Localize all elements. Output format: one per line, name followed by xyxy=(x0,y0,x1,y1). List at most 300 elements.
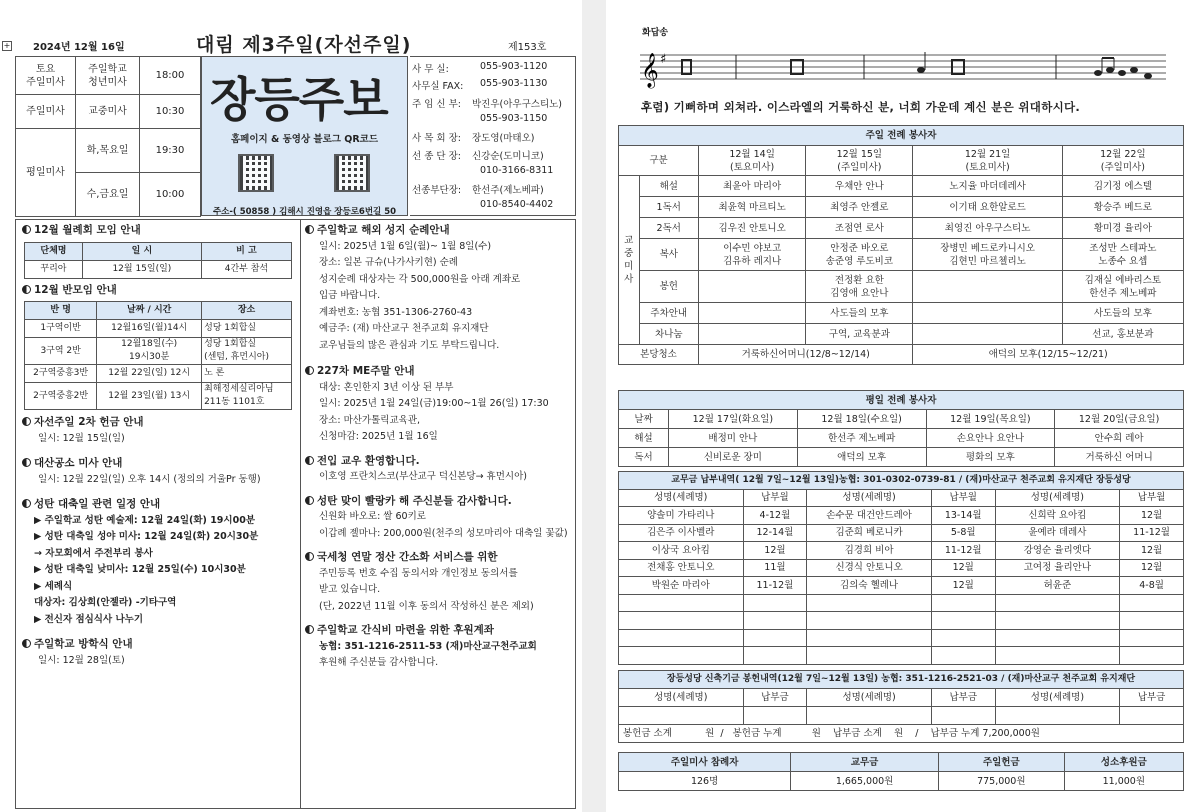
role-row xyxy=(619,176,1184,197)
table-cell: 12월 15일(일) xyxy=(82,260,201,278)
bulletin-back-page xyxy=(606,0,1198,812)
mass-row xyxy=(16,129,201,173)
section-title: 자선주일 2차 헌금 안내 xyxy=(22,414,298,431)
volunteer-name: 최윤아 마리아 xyxy=(699,176,806,197)
section-bullet-icon xyxy=(305,552,314,561)
text-line: ▶ 세례식 xyxy=(34,580,73,592)
mass-name: 화,목요일 xyxy=(76,129,140,173)
treble-clef-icon: 𝄞 xyxy=(641,53,659,88)
table-header-row xyxy=(619,410,1184,429)
volunteer-name: 황미경 율리아 xyxy=(1062,218,1183,239)
table-cell xyxy=(619,594,744,612)
monthly-meeting-table xyxy=(24,242,292,279)
text-line: 일시: 12월 28일(토) xyxy=(38,654,125,666)
contact-label: 선 종 단 장: xyxy=(412,150,461,162)
table-cell: 전채홍 안토니오 xyxy=(619,559,744,577)
section-bullet-icon xyxy=(305,225,314,234)
table-cell: 11-12월 xyxy=(743,577,807,595)
text-line: 입금 바랍니다. xyxy=(319,290,381,301)
column-header: 성소후원금 xyxy=(1064,753,1183,772)
table-cell xyxy=(743,707,807,725)
column-header: 납부월 xyxy=(743,489,807,507)
column-header: 성명(세례명) xyxy=(995,689,1120,707)
table-cell: 1구역이반 xyxy=(25,320,97,338)
role-row xyxy=(619,303,1184,324)
volunteer-name: 김기정 에스텔 xyxy=(1062,176,1183,197)
role-label: 본당청소 xyxy=(619,345,699,365)
volunteer-name: 손요안나 요안나 xyxy=(926,429,1055,448)
column-header: 단체명 xyxy=(25,242,83,260)
contact-label: 사 목 회 장: xyxy=(412,133,461,145)
section-bullet-icon xyxy=(22,499,31,508)
table-header-row xyxy=(25,302,292,320)
volunteer-name: 한선주 제노베파 xyxy=(797,429,926,448)
volunteer-name xyxy=(699,271,806,303)
table-row xyxy=(25,260,292,278)
side-label: 교 중 미 사 xyxy=(619,176,640,345)
date-header: 12월 21일 (토요미사) xyxy=(913,146,1062,176)
section-bullet-icon xyxy=(22,458,31,467)
contact-value: 010-3166-8311 xyxy=(480,164,554,176)
mass-time: 18:00 xyxy=(140,57,201,95)
section-bullet-icon xyxy=(22,639,31,648)
sunday-liturgy-table xyxy=(618,125,1184,365)
table-cell: 12월 23일(월) 13시 xyxy=(97,383,202,410)
volunteer-name: 우채안 안나 xyxy=(806,176,913,197)
column-header: 교무금 xyxy=(791,753,939,772)
totals-table xyxy=(618,752,1184,791)
section-title: 227차 ME주말 안내 xyxy=(305,363,575,380)
text-line: 대상: 혼인한지 3년 이상 된 부부 xyxy=(319,381,454,393)
section-title: 주일학교 간식비 마련을 위한 후원계좌 xyxy=(305,622,575,639)
role-label: 2독서 xyxy=(639,218,699,239)
dues-table xyxy=(618,471,1184,665)
table-row xyxy=(619,577,1184,595)
text-line: 받고 있습니다. xyxy=(319,584,381,595)
role-row xyxy=(619,197,1184,218)
table-cell xyxy=(807,612,932,630)
date-header: 12월 19일(목요일) xyxy=(926,410,1055,429)
contact-label: 사 무 실: xyxy=(412,64,449,75)
volunteer-name xyxy=(913,324,1062,345)
role-label: 주차안내 xyxy=(639,303,699,324)
table-cell xyxy=(995,594,1120,612)
hymn-score xyxy=(636,22,1166,102)
move-handle-icon[interactable]: + xyxy=(3,41,11,50)
contact-value: 055-903-1150 xyxy=(480,112,548,124)
role-label: 해설 xyxy=(639,176,699,197)
contact-value: 박진우(아우구스티노) xyxy=(472,98,563,110)
table-header-row xyxy=(619,489,1184,507)
column-header: 반 명 xyxy=(25,302,97,320)
mass-schedule-table xyxy=(15,56,201,217)
volunteer-name: 장병민 베드로카니시오 김현민 마르첼리노 xyxy=(913,239,1062,271)
text-line: 일시: 12월 15일(일) xyxy=(38,432,125,444)
volunteer-name: 선교, 홍보분과 xyxy=(1062,324,1183,345)
table-cell xyxy=(619,629,744,647)
table-cell xyxy=(743,594,807,612)
table-cell: 12월 xyxy=(743,542,807,560)
volunteer-name: 안정준 바오로 송준영 루도비코 xyxy=(806,239,913,271)
column-header: 성명(세례명) xyxy=(619,489,744,507)
table-row xyxy=(25,320,292,338)
column-header: 주일미사 참례자 xyxy=(619,753,791,772)
weekday-liturgy-table xyxy=(618,390,1184,467)
text-line: ▶ 성탄 대축일 성야 미사: 12월 24일(화) 20시30분 xyxy=(34,531,259,542)
total-value: 1,665,000원 xyxy=(791,772,939,791)
total-value: 11,000원 xyxy=(1064,772,1183,791)
page-title: 대림 제3주일(자선주일) xyxy=(196,34,412,56)
summary-row xyxy=(619,725,1184,743)
table-title: 교무금 납부내역( 12월 7일~12월 13일)농협: 301-0302-0739-81 / (재)마산교구 천주교회 유지재단 장등성당 xyxy=(619,472,1184,490)
volunteer-name xyxy=(699,324,806,345)
contact-value: 055-903-1120 xyxy=(480,61,548,72)
section-title: 국세청 연말 정산 간소화 서비스를 위한 xyxy=(305,549,575,566)
contact-value: 055-903-1130 xyxy=(480,78,548,90)
qr-caption: 홈페이지 & 동영상 블로그 QR코드 xyxy=(230,134,379,145)
text-line: 이갑례 젤마나: 200,000원(천주의 성모마리아 대축일 꽃값) xyxy=(319,527,568,539)
table-cell xyxy=(1120,594,1184,612)
date-header: 12월 18일(수요일) xyxy=(797,410,926,429)
table-cell: 양솔미 가타리나 xyxy=(619,507,744,525)
section-title: 대산공소 미사 안내 xyxy=(22,455,298,472)
column-header: 구분 xyxy=(619,146,699,176)
table-title: 장등성당 신축기금 봉헌내역(12월 7일~12월 13일) 농협: 351-1216-2521-03 / (재)마산교구 천주교회 유지재단 xyxy=(619,671,1184,689)
text-line: 장소: 마산가톨릭교육관, xyxy=(319,414,421,426)
contact-label: 주 임 신 부: xyxy=(412,98,461,110)
table-cell: 강영순 율리엣다 xyxy=(995,542,1120,560)
contact-value: 010-8540-4402 xyxy=(480,199,554,211)
section-bullet-icon xyxy=(22,285,31,294)
mass-name: 주일학교 청년미사 xyxy=(76,57,140,95)
table-cell: 12월 22일(일) 12시 xyxy=(97,365,202,383)
table-cell: 거룩하신어머니(12/8~12/14) xyxy=(699,345,913,365)
table-cell xyxy=(619,647,744,665)
column-header: 장소 xyxy=(202,302,292,320)
volunteer-name: 사도들의 모후 xyxy=(806,303,913,324)
table-cell: 4간부 참석 xyxy=(201,260,291,278)
table-cell: 최해정세실리아님 211동 1101호 xyxy=(202,383,292,410)
hymn-label: 화답송 xyxy=(642,28,669,38)
role-label: 봉헌 xyxy=(639,271,699,303)
volunteer-name xyxy=(699,303,806,324)
volunteer-name xyxy=(913,271,1062,303)
text-line: ▶ 성탄 대축일 낮미사: 12월 25일(수) 10시30분 xyxy=(34,564,246,575)
table-header-row xyxy=(619,689,1184,707)
table-cell xyxy=(807,594,932,612)
volunteer-name: 최영진 아우구스티노 xyxy=(913,218,1062,239)
column-header: 납부금 xyxy=(743,689,807,707)
table-cell: 고여정 율리안나 xyxy=(995,559,1120,577)
sharp-icon: ♯ xyxy=(660,52,667,67)
table-cell: 5-8월 xyxy=(931,524,995,542)
table-cell: 11-12월 xyxy=(1120,524,1184,542)
contact-value: 장도영(마태오) xyxy=(472,133,535,145)
text-line: 성지순례 대상자는 각 500,000원을 아래 계좌로 xyxy=(319,273,521,285)
table-cell: 2구역중흥2반 xyxy=(25,383,97,410)
table-cell: 성당 1회합실 (센텀, 휴먼시아) xyxy=(202,338,292,365)
contact-panel xyxy=(410,56,576,216)
role-row xyxy=(619,324,1184,345)
mass-time: 19:30 xyxy=(140,129,201,173)
table-cell xyxy=(931,707,995,725)
role-label: 차나눔 xyxy=(639,324,699,345)
text-line: 주민등록 번호 수집 동의서와 개인정보 동의서를 xyxy=(319,567,518,579)
table-cell xyxy=(743,647,807,665)
section-title: 주일학교 해외 성지 순례안내 xyxy=(305,222,575,239)
table-title: 주일 전례 봉사자 xyxy=(619,126,1184,146)
role-row xyxy=(619,448,1184,467)
mass-row xyxy=(16,95,201,129)
middle-column xyxy=(305,222,575,679)
section-title: 12월 반모임 안내 xyxy=(22,282,298,299)
date-header: 12월 14일 (토요미사) xyxy=(699,146,806,176)
date-header: 12월 20일(금요일) xyxy=(1055,410,1184,429)
table-title: 평일 전례 봉사자 xyxy=(619,391,1184,410)
table-cell xyxy=(743,612,807,630)
table-cell: 11-12월 xyxy=(931,542,995,560)
table-cell xyxy=(1120,612,1184,630)
volunteer-name: 조성만 스테파노 노종수 요셉 xyxy=(1062,239,1183,271)
mass-time: 10:00 xyxy=(140,173,201,217)
text-line: 일시: 2025년 1월 24일(금)19:00~1월 26(일) 17:30 xyxy=(319,398,549,409)
mass-day: 평일미사 xyxy=(16,129,76,217)
column-header: 성명(세례명) xyxy=(619,689,744,707)
text-line: (단, 2022년 11월 이후 동의서 작성하신 분은 제외) xyxy=(319,600,534,612)
table-row xyxy=(619,707,1184,725)
table-row xyxy=(619,559,1184,577)
section-bullet-icon xyxy=(22,225,31,234)
table-cell: 김의숙 헬레나 xyxy=(807,577,932,595)
issue-number: 제153호 xyxy=(508,42,547,53)
column-header: 성명(세례명) xyxy=(995,489,1120,507)
section-bullet-icon xyxy=(305,625,314,634)
column-header: 납부금 xyxy=(931,689,995,707)
table-cell xyxy=(807,647,932,665)
table-cell: 4-12월 xyxy=(743,507,807,525)
bulletin-front-page xyxy=(0,0,582,812)
table-cell: 2구역중흥3반 xyxy=(25,365,97,383)
text-line: 이호영 프란치스코(부산교구 덕신본당→ 휴먼시아) xyxy=(319,471,527,482)
table-cell xyxy=(1120,629,1184,647)
mass-name: 수,금요일 xyxy=(76,173,140,217)
table-cell: 노 론 xyxy=(202,365,292,383)
column-header: 성명(세례명) xyxy=(807,689,932,707)
table-cell: 김준희 베로니카 xyxy=(807,524,932,542)
column-divider xyxy=(300,219,301,809)
text-line: ▶ 전신자 점심식사 나누기 xyxy=(34,613,143,625)
role-row xyxy=(619,239,1184,271)
table-cell: 12월 xyxy=(1120,542,1184,560)
table-cell: 3구역 2반 xyxy=(25,338,97,365)
table-cell: 윤예라 데레사 xyxy=(995,524,1120,542)
volunteer-name: 최영주 안젤로 xyxy=(806,197,913,218)
text-line: 교우님들의 많은 관심과 기도 부탁드립니다. xyxy=(319,339,500,351)
table-cell: 신희락 요아킴 xyxy=(995,507,1120,525)
table-header-row xyxy=(25,242,292,260)
text-line: 신원화 바오로: 쌀 60키로 xyxy=(319,511,426,522)
table-cell xyxy=(931,629,995,647)
summary-line: 봉헌금 소계 원 / 봉헌금 누계 원 납부금 소계 원 / 납부금 누계 7,200,000원 xyxy=(619,725,1184,743)
volunteer-name: 평화의 모후 xyxy=(926,448,1055,467)
table-cell: 13-14월 xyxy=(931,507,995,525)
role-label: 해설 xyxy=(619,429,669,448)
column-header: 납부금 xyxy=(1120,689,1184,707)
text-line: 일시: 12월 22일(일) 오후 14시 (정의의 거울Pr 동행) xyxy=(38,473,261,485)
page-gap xyxy=(582,0,606,812)
volunteer-name: 최윤혁 마르티노 xyxy=(699,197,806,218)
table-cell: 12월16일(월)14시 xyxy=(97,320,202,338)
column-header: 성명(세례명) xyxy=(807,489,932,507)
homepage-qr-icon[interactable] xyxy=(238,154,274,192)
section-bullet-icon xyxy=(305,456,314,465)
table-cell xyxy=(619,707,744,725)
table-title-row xyxy=(619,472,1184,490)
table-cell: 김은주 이사벨라 xyxy=(619,524,744,542)
table-title-row xyxy=(619,126,1184,146)
table-cell: 12-14월 xyxy=(743,524,807,542)
table-cell: 12월18일(수) 19시30분 xyxy=(97,338,202,365)
volunteer-name: 배정미 안나 xyxy=(669,429,798,448)
volunteer-name: 신비로운 장미 xyxy=(669,448,798,467)
text-line: → 자모회에서 주전부리 봉사 xyxy=(34,547,153,559)
notes xyxy=(682,52,1152,79)
table-row xyxy=(619,612,1184,630)
role-row xyxy=(619,218,1184,239)
total-value: 775,000원 xyxy=(938,772,1064,791)
section-bullet-icon xyxy=(305,366,314,375)
text-line: 대상자: 김상희(안젤라) -기타구역 xyxy=(34,597,177,608)
mass-time: 10:30 xyxy=(140,95,201,129)
table-title-row xyxy=(619,671,1184,689)
role-row xyxy=(619,271,1184,303)
table-cell xyxy=(1120,707,1184,725)
section-bullet-icon xyxy=(305,496,314,505)
table-cell xyxy=(995,707,1120,725)
role-label: 독서 xyxy=(619,448,669,467)
table-cell xyxy=(931,594,995,612)
table-cell xyxy=(931,612,995,630)
text-line: 계좌번호: 농협 351-1306-2760-43 xyxy=(319,306,473,318)
table-cell: 신경식 안토니오 xyxy=(807,559,932,577)
volunteer-name: 사도들의 모후 xyxy=(1062,303,1183,324)
table-cell: 손수문 대건안드레아 xyxy=(807,507,932,525)
column-header: 일 시 xyxy=(82,242,201,260)
column-header: 비 고 xyxy=(201,242,291,260)
table-row xyxy=(619,594,1184,612)
text-line: 농협: 351-1216-2511-53 (재)마산교구천주교회 xyxy=(319,640,537,652)
table-row xyxy=(619,647,1184,665)
volunteer-name: 이수민 야보고 김유하 레지나 xyxy=(699,239,806,271)
column-header: 날짜 / 시간 xyxy=(97,302,202,320)
volunteer-name: 거룩하신 어머니 xyxy=(1055,448,1184,467)
total-value: 126명 xyxy=(619,772,791,791)
building-fund-table xyxy=(618,670,1184,743)
table-header-row xyxy=(619,753,1184,772)
video-blog-qr-icon[interactable] xyxy=(334,154,370,192)
mass-name: 교중미사 xyxy=(76,95,140,129)
volunteer-name: 조점연 로사 xyxy=(806,218,913,239)
table-cell: 4-8월 xyxy=(1120,577,1184,595)
table-row xyxy=(25,338,292,365)
issue-date: 2024년 12월 16일 xyxy=(33,42,125,53)
staff-lines xyxy=(640,55,1166,79)
table-header-row xyxy=(619,146,1184,176)
mass-day: 주일미사 xyxy=(16,95,76,129)
table-cell: 12월 xyxy=(1120,507,1184,525)
table-cell xyxy=(931,647,995,665)
table-cell xyxy=(619,612,744,630)
column-header: 납부월 xyxy=(1120,489,1184,507)
parish-address: 주소-( 50858 ) 김해시 진영읍 장등로6번길 50 xyxy=(212,207,397,217)
date-header: 12월 15일 (주일미사) xyxy=(806,146,913,176)
table-cell xyxy=(995,612,1120,630)
table-cell xyxy=(995,629,1120,647)
section-title: 주일학교 방학식 안내 xyxy=(22,636,298,653)
ban-meeting-table xyxy=(24,301,292,410)
volunteer-name: 노지율 마더데레사 xyxy=(913,176,1062,197)
clean-row xyxy=(619,345,1184,365)
table-cell xyxy=(807,707,932,725)
volunteer-name: 김재실 에바리스토 한선주 제노베파 xyxy=(1062,271,1183,303)
section-title: 성탄 대축일 관련 일정 안내 xyxy=(22,496,298,513)
role-row xyxy=(619,429,1184,448)
volunteer-name: 이기태 요한알로드 xyxy=(913,197,1062,218)
text-line: ▶ 주일학교 성탄 예술제: 12월 24일(화) 19시00분 xyxy=(34,514,255,526)
volunteer-name: 전정환 요한 김영애 요안나 xyxy=(806,271,913,303)
column-header: 주일헌금 xyxy=(938,753,1064,772)
date-header: 12월 22일 (주일미사) xyxy=(1062,146,1183,176)
table-row xyxy=(619,507,1184,525)
left-column xyxy=(22,222,298,669)
table-row xyxy=(619,524,1184,542)
bulletin-logo: 장등주보 xyxy=(210,73,388,128)
section-title: 성탄 맞이 빨랑카 해 주신분들 감사합니다. xyxy=(305,493,575,510)
volunteer-name: 애덕의 모후 xyxy=(797,448,926,467)
table-cell xyxy=(995,647,1120,665)
table-cell: 12월 xyxy=(931,577,995,595)
volunteer-name: 구역, 교육분과 xyxy=(806,324,913,345)
table-cell: 김경희 비아 xyxy=(807,542,932,560)
section-title: 12월 월례회 모임 안내 xyxy=(22,222,298,239)
text-line: 예금주: (재) 마산교구 천주교회 유지재단 xyxy=(319,323,489,334)
hymn-response: 후렴) 기뻐하며 외쳐라. 이스라엘의 거룩하신 분, 너희 가운데 계신 분은 위대하시다. xyxy=(641,100,1081,114)
volunteer-name xyxy=(913,303,1062,324)
table-cell: 12월 xyxy=(931,559,995,577)
role-label: 복사 xyxy=(639,239,699,271)
table-cell: 꾸리아 xyxy=(25,260,83,278)
text-line: 후원해 주신분들 감사합니다. xyxy=(319,657,439,668)
table-cell: 12월 xyxy=(1120,559,1184,577)
text-line: 신청마감: 2025년 1월 16일 xyxy=(319,431,438,442)
table-row xyxy=(619,629,1184,647)
section-bullet-icon xyxy=(22,417,31,426)
table-row xyxy=(25,365,292,383)
logo-panel xyxy=(201,56,408,216)
contact-label: 선종부단장: xyxy=(412,185,462,197)
table-title-row xyxy=(619,391,1184,410)
section-title: 전입 교우 환영합니다. xyxy=(305,453,575,470)
mass-row xyxy=(16,57,201,95)
table-cell: 애덕의 모후(12/15~12/21) xyxy=(913,345,1184,365)
role-label: 1독서 xyxy=(639,197,699,218)
column-header: 납부월 xyxy=(931,489,995,507)
volunteer-name: 김우진 안토니오 xyxy=(699,218,806,239)
table-cell xyxy=(743,629,807,647)
date-header: 날짜 xyxy=(619,410,669,429)
table-cell: 11월 xyxy=(743,559,807,577)
table-cell: 박원순 마리아 xyxy=(619,577,744,595)
